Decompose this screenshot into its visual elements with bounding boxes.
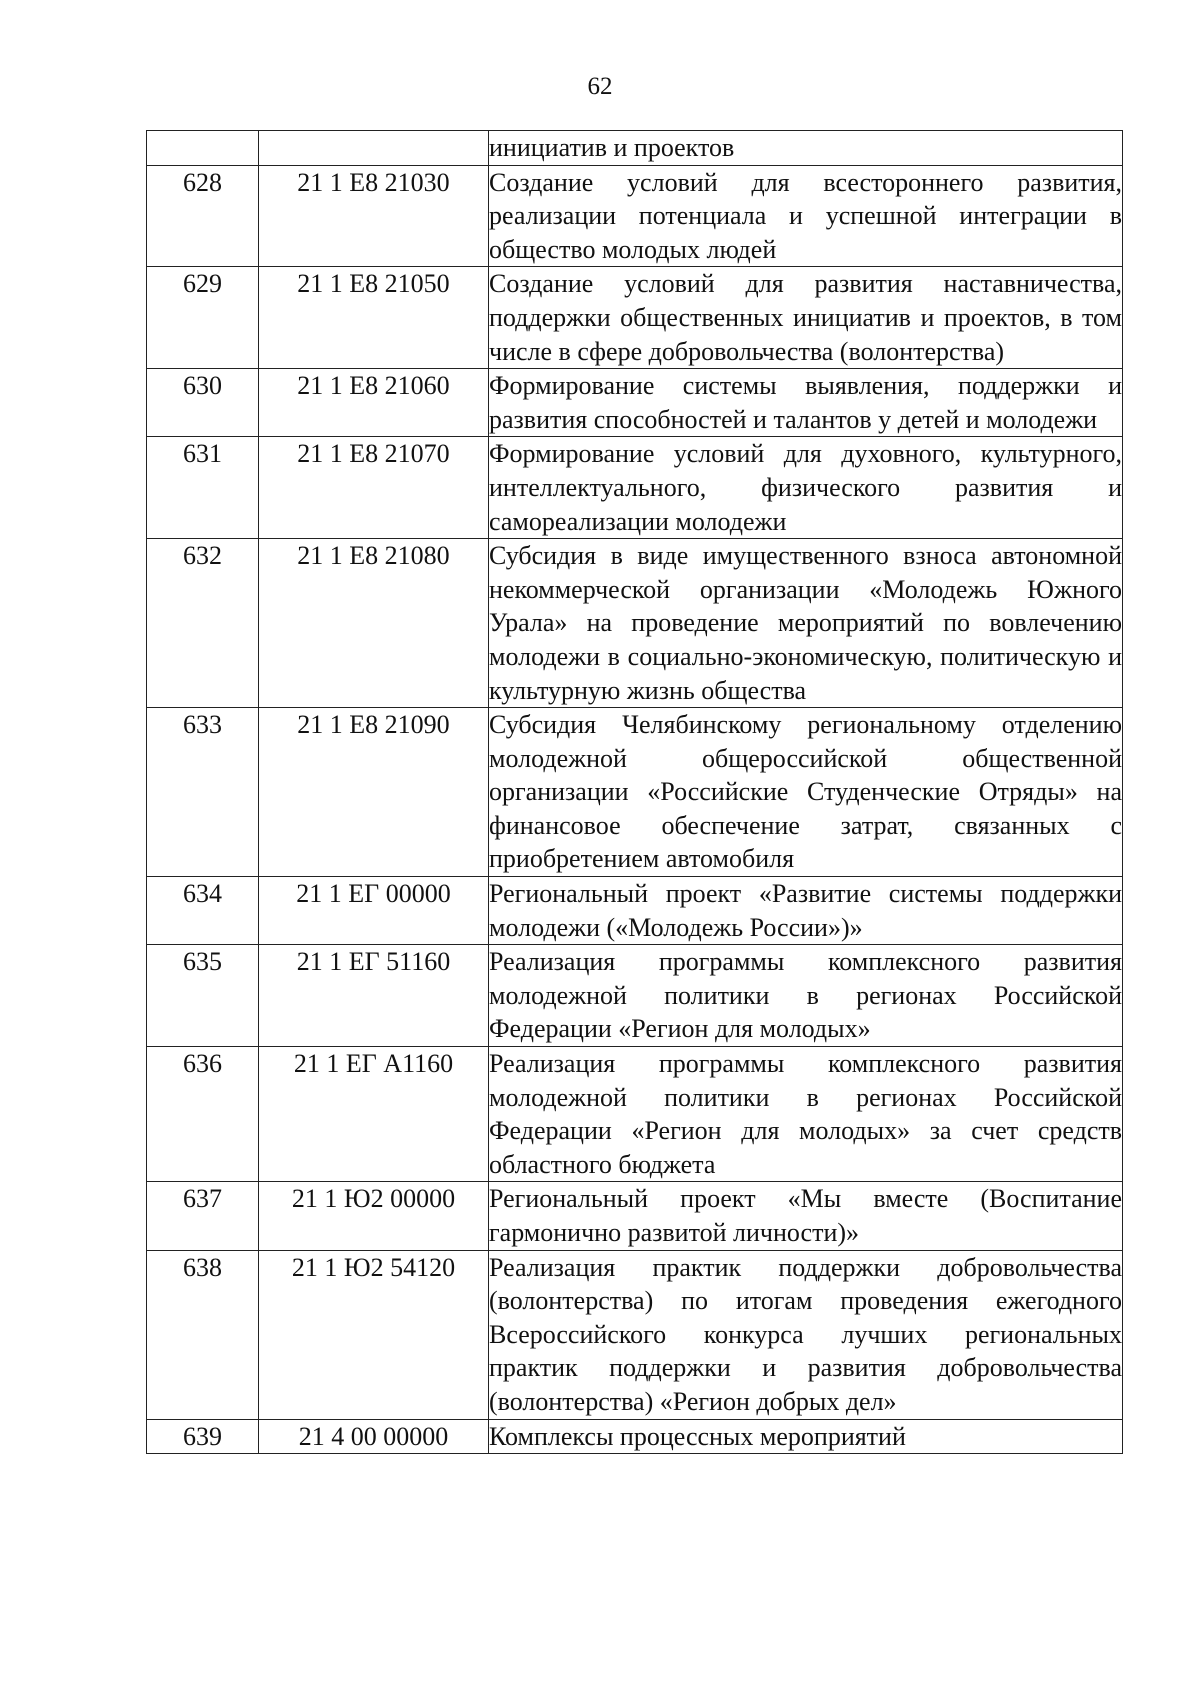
page-number: 62	[587, 73, 613, 100]
budget-classification-table	[146, 130, 1123, 1454]
target-name-cell: Региональный проект «Мы вместе (Воспитание гармонично развитой личности)»	[489, 1182, 1123, 1250]
target-name-cell: Формирование системы выявления, поддержки и развития способностей и талантов у детей и молодежи	[489, 369, 1123, 437]
row-number-cell: 634	[147, 877, 259, 945]
target-code-cell: 21 1 Е8 21060	[259, 369, 489, 437]
row-number-cell: 631	[147, 437, 259, 539]
target-code-cell: 21 1 ЕГ 00000	[259, 877, 489, 945]
target-code-cell: 21 1 Ю2 54120	[259, 1250, 489, 1419]
target-code-cell: 21 1 Е8 21090	[259, 708, 489, 877]
target-code-cell: 21 4 00 00000	[259, 1419, 489, 1454]
row-number-cell: 632	[147, 539, 259, 708]
table-row	[147, 131, 1123, 166]
table-body	[147, 131, 1123, 1454]
target-code-cell: 21 1 Е8 21070	[259, 437, 489, 539]
table-row	[147, 1047, 1123, 1182]
target-name-cell: инициатив и проектов	[489, 131, 1123, 166]
target-code-cell: 21 1 ЕГ А1160	[259, 1047, 489, 1182]
table-row	[147, 165, 1123, 267]
table-row	[147, 945, 1123, 1047]
target-code-cell: 21 1 Е8 21050	[259, 267, 489, 369]
row-number-cell: 639	[147, 1419, 259, 1454]
row-number-cell: 638	[147, 1250, 259, 1419]
target-name-cell: Формирование условий для духовного, культурного, интеллектуального, физического развития и самореализации молодежи	[489, 437, 1123, 539]
row-number-cell: 629	[147, 267, 259, 369]
table-row	[147, 1419, 1123, 1454]
row-number-cell: 630	[147, 369, 259, 437]
target-name-cell: Субсидия Челябинскому региональному отделению молодежной общероссийской общественной организации «Российские Студенческие Отряды» на финансовое обеспечение затрат, связанных с приобретением автомобиля	[489, 708, 1123, 877]
table-row	[147, 539, 1123, 708]
target-code-cell	[259, 131, 489, 166]
table-row	[147, 1182, 1123, 1250]
table-row	[147, 369, 1123, 437]
target-name-cell: Субсидия в виде имущественного взноса автономной некоммерческой организации «Молодежь Южного Урала» на проведение мероприятий по вовлечению молодежи в социально-экономическую, политическую и культурную жизнь общества	[489, 539, 1123, 708]
target-name-cell: Реализация практик поддержки добровольчества (волонтерства) по итогам проведения ежегодного Всероссийского конкурса лучших региональных практик поддержки и развития добровольчества (волонтерства) «Регион добрых дел»	[489, 1250, 1123, 1419]
row-number-cell: 635	[147, 945, 259, 1047]
table-row	[147, 877, 1123, 945]
target-code-cell: 21 1 ЕГ 51160	[259, 945, 489, 1047]
target-name-cell: Создание условий для всестороннего развития, реализации потенциала и успешной интеграции в общество молодых людей	[489, 165, 1123, 267]
row-number-cell: 628	[147, 165, 259, 267]
row-number-cell: 637	[147, 1182, 259, 1250]
target-name-cell: Комплексы процессных мероприятий	[489, 1419, 1123, 1454]
table-row	[147, 708, 1123, 877]
target-code-cell: 21 1 Е8 21030	[259, 165, 489, 267]
table-row	[147, 267, 1123, 369]
target-code-cell: 21 1 Ю2 00000	[259, 1182, 489, 1250]
row-number-cell: 636	[147, 1047, 259, 1182]
target-code-cell: 21 1 Е8 21080	[259, 539, 489, 708]
target-name-cell: Региональный проект «Развитие системы поддержки молодежи («Молодежь России»)»	[489, 877, 1123, 945]
table-row	[147, 1250, 1123, 1419]
row-number-cell	[147, 131, 259, 166]
target-name-cell: Реализация программы комплексного развития молодежной политики в регионах Российской Федерации «Регион для молодых» за счет средств областного бюджета	[489, 1047, 1123, 1182]
table-row	[147, 437, 1123, 539]
row-number-cell: 633	[147, 708, 259, 877]
target-name-cell: Создание условий для развития наставничества, поддержки общественных инициатив и проектов, в том числе в сфере добровольчества (волонтерства)	[489, 267, 1123, 369]
target-name-cell: Реализация программы комплексного развития молодежной политики в регионах Российской Федерации «Регион для молодых»	[489, 945, 1123, 1047]
